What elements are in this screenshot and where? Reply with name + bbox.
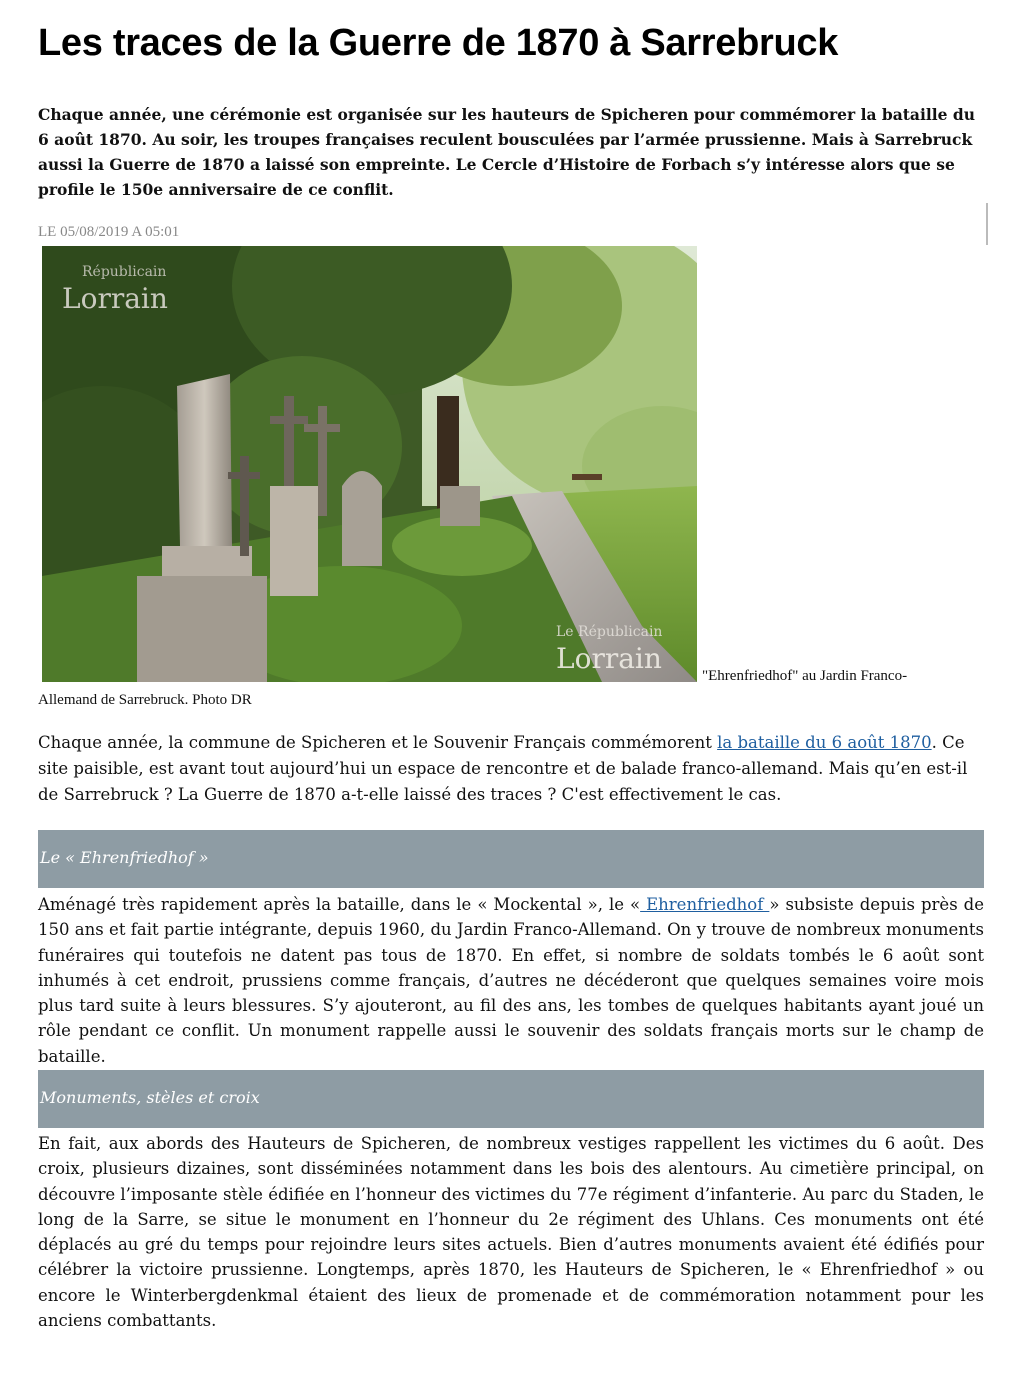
intro-text-start: Chaque année, la commune de Spicheren et le Souvenir Français commémorent	[38, 733, 718, 752]
battle-link[interactable]: la bataille du 6 août 1870	[717, 733, 932, 752]
article-title: Les traces de la Guerre de 1870 à Sarrebruck	[38, 22, 839, 64]
watermark-top-small: Républicain	[82, 264, 167, 280]
ehrenfriedhof-link[interactable]: Ehrenfriedhof	[640, 895, 770, 914]
section-heading-band-monuments	[38, 1070, 984, 1128]
intro-text-end: . Ce site paisible, est avant tout aujourd’hui un espace de rencontre et de balade franco-allemand. Mais qu’en est-il de Sarrebruck ? La Guerre de 1870 a-t-elle laissé des traces ? C'est effectivement le cas.	[38, 733, 968, 804]
publication-date: LE 05/08/2019 A 05:01	[38, 224, 180, 240]
ehrenfriedhof-text-start: Aménagé très rapidement après la bataille, dans le « Mockental », le «	[38, 895, 641, 914]
article-lead: Chaque année, une cérémonie est organisée sur les hauteurs de Spicheren pour commémorer la bataille du 6 août 1870. Au soir, les troupes françaises reculent bousculées par l’armée prussienne. Mais à Sarrebruck aussi la Guerre de 1870 a laissé son empreinte. Le Cercle d’Histoire de Forbach s’y intéresse alors que se profile le 150e anniversaire de ce conflit.	[38, 105, 976, 199]
section-heading-monuments: Monuments, stèles et croix	[40, 1088, 260, 1107]
watermark-bottom-small: Le Républicain	[556, 624, 663, 640]
section-heading-band-ehrenfriedhof	[38, 830, 984, 888]
ehrenfriedhof-paragraph	[38, 892, 984, 1069]
watermark-bottom-big: Lorrain	[556, 642, 662, 675]
monuments-paragraph: En fait, aux abords des Hauteurs de Spicheren, de nombreux vestiges rappellent les victimes du 6 août. Des croix, plusieurs dizaines, sont disséminées notamment dans les bois des alentours. Au cimetière principal, on découvre l’imposante stèle édifiée en l’honneur des victimes du 77e régiment d’infanterie. Au parc du Staden, le long de la Sarre, se situe le monument en l’honneur du 2e régiment des Uhlans. Ces monuments ont été déplacés au gré du temps pour rejoindre leurs sites actuels. Bien d’autres monuments avaient été édifiés pour célébrer la victoire prussienne. Longtemps, après 1870, les Hauteurs de Spicheren, le « Ehrenfriedhof » ou encore le Winterbergdenkmal étaient des lieux de promenade et de commémoration notamment pour les anciens combattants.	[38, 1134, 984, 1331]
photo-caption-line1: "Ehrenfriedhof" au Jardin Franco-	[702, 668, 908, 684]
ehrenfriedhof-text-end: » subsiste depuis près de 150 ans et fait partie intégrante, depuis 1960, du Jardin Franco-Allemand. On y trouve de nombreux monuments funéraires qui toutefois ne datent pas tous de 1870. En effet, si nombre de soldats tombés le 6 août sont inhumés à cet endroit, prussiens comme français, d’autres ne décéderont que quelques semaines voire mois plus tard suite à leurs blessures. S’y ajouteront, au fil des ans, les tombes de quelques habitants ayant joué un rôle pendant ce conflit. Un monument rappelle aussi le souvenir des soldats français morts sur le champ de bataille.	[38, 895, 984, 1066]
cemetery-photo-illustration	[42, 246, 697, 682]
watermark-top-big: Lorrain	[62, 282, 168, 315]
section-heading-ehrenfriedhof: Le « Ehrenfriedhof »	[40, 848, 209, 867]
scrollbar-indicator[interactable]	[986, 203, 988, 245]
article-photo	[42, 246, 697, 682]
photo-caption-line2: Allemand de Sarrebruck. Photo DR	[38, 692, 252, 708]
intro-paragraph	[38, 730, 988, 808]
